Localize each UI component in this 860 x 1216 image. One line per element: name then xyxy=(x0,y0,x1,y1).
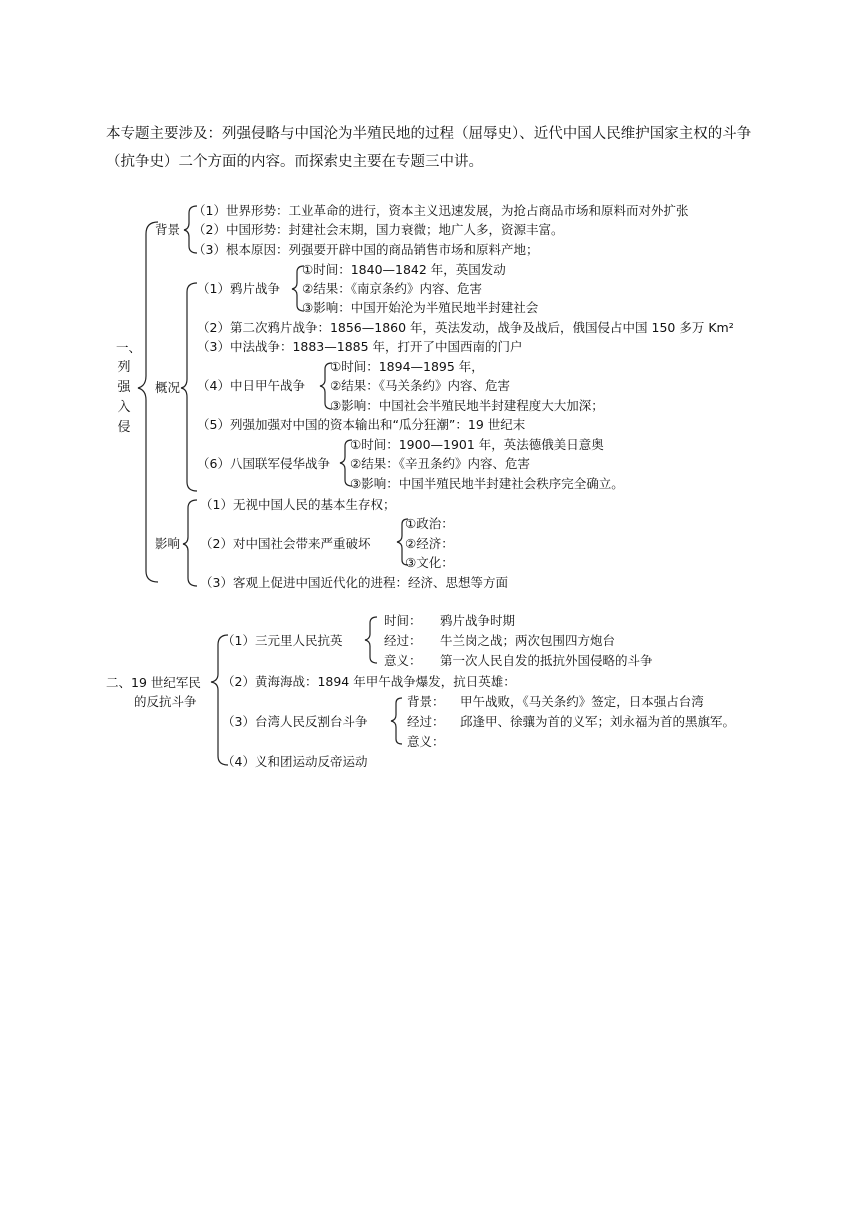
opium-war-sub: ②结果：《南京条约》内容、危害 xyxy=(302,281,482,296)
taiwan-key: 经过： xyxy=(407,714,445,729)
damage-sub: ②经济： xyxy=(405,536,454,551)
sanyuanli-key: 经过： xyxy=(384,633,422,648)
part1-title-prefix: 一、 xyxy=(116,340,142,355)
part2-main-brace xyxy=(211,635,228,765)
influence-damage-label: （2）对中国社会带来严重破坏 xyxy=(200,536,371,551)
overview-label: 概况 xyxy=(155,380,181,395)
sino-french-war: （3）中法战争：1883—1885 年，打开了中国西南的门户 xyxy=(197,339,523,354)
sanyuanli-label: （1）三元里人民抗英 xyxy=(222,633,343,648)
part1-main-brace xyxy=(138,222,158,582)
sanyuanli-value: 鸦片战争时期 xyxy=(440,613,516,628)
part1-title-char: 侵 xyxy=(117,420,131,435)
eight-nation-sub: ③影响：中国半殖民地半封建社会秩序完全确立。 xyxy=(350,476,624,491)
influence-item: （3）客观上促进中国近代化的进程：经济、思想等方面 xyxy=(200,575,508,590)
sanyuanli-value: 第一次人民自发的抵抗外国侵略的斗争 xyxy=(440,653,653,668)
capital-export: （5）列强加强对中国的资本输出和“瓜分狂潮”：19 世纪末 xyxy=(197,417,526,432)
taiwan-value: 邱逢甲、徐骧为首的义军；刘永福为首的黑旗军。 xyxy=(460,714,736,729)
influence-label: 影响 xyxy=(155,536,181,551)
taiwan-brace xyxy=(391,698,402,744)
part1-title-char: 入 xyxy=(117,400,131,415)
influence-item: （1）无视中国人民的基本生存权； xyxy=(200,497,396,512)
taiwan-key: 意义： xyxy=(407,734,445,749)
intro-paragraph: 本专题主要涉及：列强侵略与中国沦为半殖民地的过程（屈辱史）、近代中国人民维护国家主权的斗争（抗争史）二个方面的内容。而探索史主要在专题三中讲。 xyxy=(106,126,752,170)
eight-nation-sub: ①时间：1900—1901 年，英法德俄美日意奥 xyxy=(350,437,604,452)
eight-nation-sub: ②结果：《辛丑条约》内容、危害 xyxy=(350,456,530,471)
sanyuanli-brace xyxy=(365,617,377,663)
part1-title-char: 强 xyxy=(117,380,131,395)
sino-japanese-sub: ①时间：1894—1895 年， xyxy=(330,359,484,374)
yellow-sea-battle: （2）黄海海战：1894 年甲午战争爆发，抗日英雄： xyxy=(222,674,516,689)
taiwan-label: （3）台湾人民反割台斗争 xyxy=(222,714,368,729)
overview-brace xyxy=(181,283,197,491)
damage-sub: ①政治： xyxy=(405,516,454,531)
taiwan-value: 甲午战败，《马关条约》签定，日本强占台湾 xyxy=(460,694,704,709)
second-opium-war: （2）第二次鸦片战争：1856—1860 年，英法发动，战争及战后，俄国侵占中国 150 多万 Km² xyxy=(197,320,734,335)
background-label: 背景 xyxy=(155,222,181,237)
sino-japanese-war-label: （4）中日甲午战争 xyxy=(197,378,305,393)
background-item: （2）中国形势：封建社会末期，国力衰微；地广人多，资源丰富。 xyxy=(193,222,564,237)
background-item: （3）根本原因：列强要开辟中国的商品销售市场和原料产地； xyxy=(193,242,539,257)
opium-war-label: （1）鸦片战争 xyxy=(197,281,280,296)
part2-title: 二、19 世纪军民 xyxy=(106,675,201,690)
part1-title-char: 列 xyxy=(117,360,131,375)
boxer-movement: （4）义和团运动反帝运动 xyxy=(222,754,368,769)
taiwan-key: 背景： xyxy=(407,694,445,709)
opium-war-sub: ①时间：1840—1842 年，英国发动 xyxy=(302,262,506,277)
sino-japanese-sub: ②结果：《马关条约》内容、危害 xyxy=(330,378,510,393)
sanyuanli-key: 时间： xyxy=(384,613,422,628)
background-item: （1）世界形势：工业革命的进行，资本主义迅速发展，为抢占商品市场和原料而对外扩张 xyxy=(193,203,689,218)
sino-japanese-sub: ③影响：中国社会半殖民地半封建程度大大加深； xyxy=(330,398,604,413)
sanyuanli-value: 牛兰岗之战；两次包围四方炮台 xyxy=(440,633,616,648)
eight-nation-label: （6）八国联军侵华战争 xyxy=(197,456,330,471)
opium-war-sub: ③影响：中国开始沦为半殖民地半封建社会 xyxy=(302,300,539,315)
sanyuanli-key: 意义： xyxy=(384,653,422,668)
part2-title: 的反抗斗争 xyxy=(134,694,197,709)
influence-brace xyxy=(183,500,197,586)
damage-sub: ③文化： xyxy=(405,555,454,570)
